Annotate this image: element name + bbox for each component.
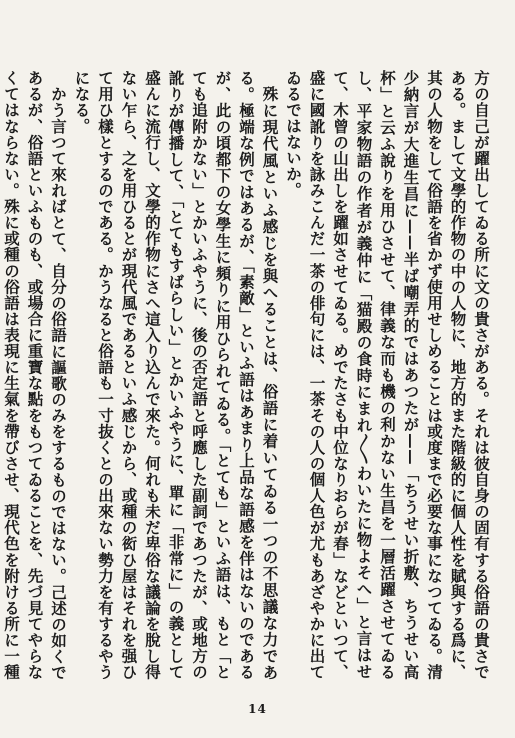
paragraph-1: 方の自己が躍出してゐる所に文の貴さがある。それは彼自身の固有する俗語の貴さである。まして文學的作物の中の人物に、地方的また階級的に個人性を賦與する爲に、其の人物をして俗語を省かず使用せしめることは或度まで必要な事になつてゐる。清少納言が大進生昌に——半ば嘲弄的ではあつたが——「ちうせい折敷、ちうせい高杯」と云ふ說りを用ひさせて、律義な而も機の利かない生昌を一層活躍させてゐるし、平家物語の作者が義仲に「猫殿の食時にまれ〳〵わいたに物よそへ」と言はせて、木曾の山出しを躍如させてゐる。めでたさも中位なりおらが春」などといつて、盛に國訛りを詠みこんだ一茶の俳句には、一茶その人の個人色が尤もあざやかに出てゐるではないか。 <box>284 70 491 681</box>
paragraph-3: かう言つて來ればとて、自分の俗語に謳歌のみをするものではない。己述の如くであるが、俗語といふものも、或場合に重寶な點をもつてゐることを、先づ見てやらなくてはならない。殊に或種の俗語は表現に生氣を帶びさせ、現代色を附ける所に一種 <box>2 70 68 681</box>
vertical-text-block <box>2 70 493 681</box>
paragraph-2: 殊に現代風といふ感じを與へることは、俗語に着いてゐる一つの不思議な力である。極端な例ではあるが、「素敵」といふ語はあまり上品な語感を伴はないのであるが、此の頃都下の女學生に頻りに用ひられてゐる。「とても」といふ語は、もと「とても追附かない」とかいふやうに、後の否定語と呼應した副詞であつたが、或地方の訛りが傳播して、「とてもすばらしい」とかいふやうに、單に「非常に」の義として盛んに流行し、文學的作物にさへ這入り込んで來た。何れも未だ卑俗な議論を脫し得ない乍ら、之を用ひるとが現代風であるといふ感じから、或種の衒ひ屋はそれを强ひて用ひ樣とするのである。かうなると俗語も一寸抜くとの出來ない勢力を有するやうになる。 <box>72 70 280 681</box>
page-number: 14 <box>248 702 267 716</box>
